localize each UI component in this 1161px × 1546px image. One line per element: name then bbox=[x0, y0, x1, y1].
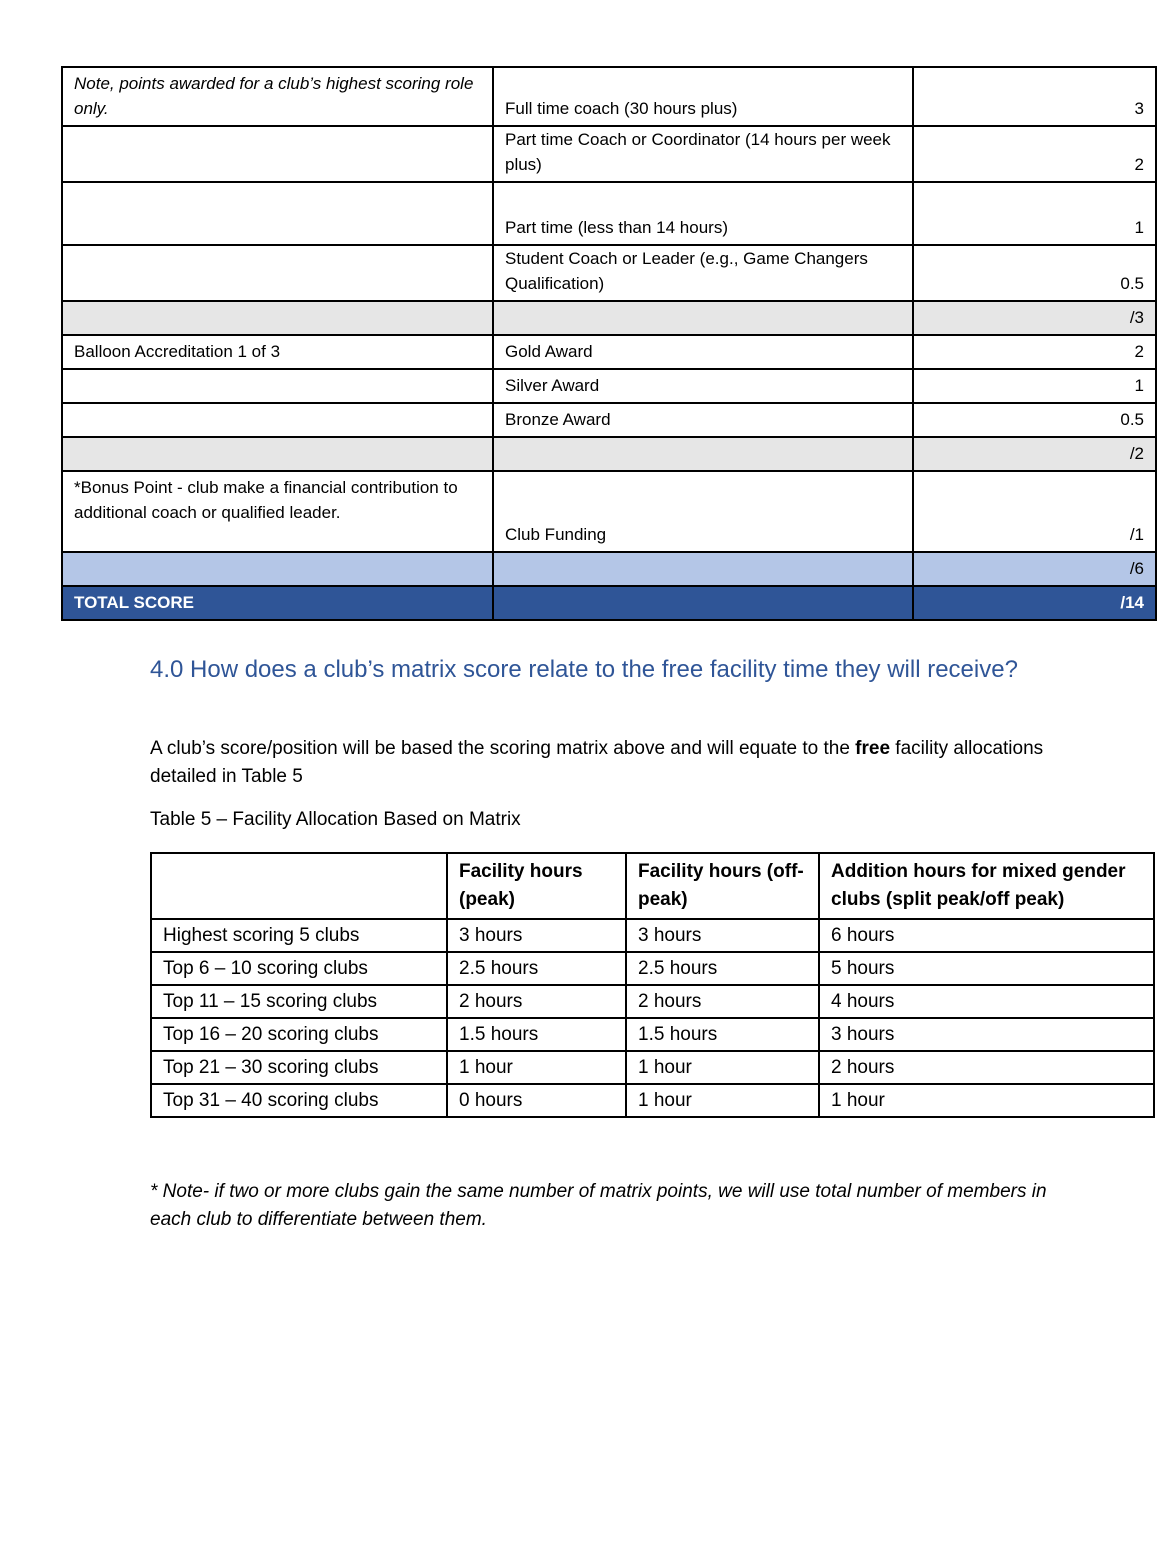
matrix-row bbox=[62, 126, 1156, 182]
matrix-row bbox=[62, 182, 1156, 245]
matrix-row bbox=[62, 369, 1156, 403]
matrix-points-cell: 1 bbox=[913, 182, 1156, 245]
table-cell: 3 hours bbox=[819, 1018, 1154, 1051]
matrix-category-cell bbox=[62, 369, 493, 403]
matrix-subtotal-row bbox=[62, 437, 1156, 471]
table-cell: 4 hours bbox=[819, 985, 1154, 1018]
table-cell: 1.5 hours bbox=[626, 1018, 819, 1051]
table-cell: 1 hour bbox=[447, 1051, 626, 1084]
total-score-value: /14 bbox=[913, 586, 1156, 620]
table-cell: Top 16 – 20 scoring clubs bbox=[151, 1018, 447, 1051]
table-cell: Top 21 – 30 scoring clubs bbox=[151, 1051, 447, 1084]
table-row bbox=[151, 1051, 1154, 1084]
matrix-criteria-cell: Student Coach or Leader (e.g., Game Changers Qualification) bbox=[493, 245, 913, 301]
matrix-subtotal-cell: /2 bbox=[913, 437, 1156, 471]
table-cell: 2 hours bbox=[819, 1051, 1154, 1084]
matrix-category-cell bbox=[62, 437, 493, 471]
table-row bbox=[151, 985, 1154, 1018]
table-cell: 2.5 hours bbox=[626, 952, 819, 985]
column-header: Facility hours (off-peak) bbox=[626, 853, 819, 919]
matrix-points-cell: 1 bbox=[913, 369, 1156, 403]
table-cell: Top 11 – 15 scoring clubs bbox=[151, 985, 447, 1018]
table-row bbox=[151, 952, 1154, 985]
matrix-note-cell: Note, points awarded for a club’s highest scoring role only. bbox=[62, 67, 493, 126]
matrix-category-cell bbox=[62, 126, 493, 182]
paragraph-text: A club’s score/position will be based the scoring matrix above and will equate to the bbox=[150, 738, 856, 759]
matrix-category-cell bbox=[62, 245, 493, 301]
paragraph-bold-text: free bbox=[855, 738, 891, 759]
table-cell: Top 6 – 10 scoring clubs bbox=[151, 952, 447, 985]
table-cell: 3 hours bbox=[626, 919, 819, 952]
scoring-matrix-table bbox=[61, 66, 1157, 621]
table-cell: 1 hour bbox=[626, 1051, 819, 1084]
section-heading: 4.0 How does a club’s matrix score relate to the free facility time they will receive? bbox=[150, 656, 1018, 683]
table-cell: 2.5 hours bbox=[447, 952, 626, 985]
matrix-criteria-cell: Part time Coach or Coordinator (14 hours per week plus) bbox=[493, 126, 913, 182]
matrix-row bbox=[62, 67, 1156, 126]
matrix-total-score-row bbox=[62, 586, 1156, 620]
table-row bbox=[151, 1084, 1154, 1117]
matrix-category-cell: *Bonus Point - club make a financial contribution to additional coach or qualified leader. bbox=[62, 471, 493, 552]
matrix-criteria-cell bbox=[493, 552, 913, 586]
table-row bbox=[151, 919, 1154, 952]
footnote: * Note- if two or more clubs gain the same number of matrix points, we will use total number of members in each club to differentiate between them. bbox=[150, 1181, 1047, 1230]
table-cell: 3 hours bbox=[447, 919, 626, 952]
table-cell: 1 hour bbox=[819, 1084, 1154, 1117]
table-cell: 0 hours bbox=[447, 1084, 626, 1117]
table-caption: Table 5 – Facility Allocation Based on Matrix bbox=[150, 809, 521, 830]
matrix-criteria-cell bbox=[493, 437, 913, 471]
matrix-category-cell bbox=[62, 301, 493, 335]
matrix-category-cell bbox=[62, 182, 493, 245]
matrix-criteria-cell: Part time (less than 14 hours) bbox=[493, 182, 913, 245]
matrix-criteria-cell: Club Funding bbox=[493, 471, 913, 552]
matrix-row bbox=[62, 335, 1156, 369]
table-row bbox=[151, 1018, 1154, 1051]
matrix-criteria-cell bbox=[493, 586, 913, 620]
matrix-subtotal-cell: /3 bbox=[913, 301, 1156, 335]
matrix-category-cell bbox=[62, 552, 493, 586]
table-cell: 2 hours bbox=[626, 985, 819, 1018]
matrix-points-cell: 0.5 bbox=[913, 245, 1156, 301]
matrix-section-total-cell: /6 bbox=[913, 552, 1156, 586]
table-cell: 2 hours bbox=[447, 985, 626, 1018]
table-cell: 5 hours bbox=[819, 952, 1154, 985]
matrix-points-cell: /1 bbox=[913, 471, 1156, 552]
table-cell: 6 hours bbox=[819, 919, 1154, 952]
matrix-criteria-cell: Silver Award bbox=[493, 369, 913, 403]
column-header: Addition hours for mixed gender clubs (split peak/off peak) bbox=[819, 853, 1154, 919]
matrix-points-cell: 2 bbox=[913, 335, 1156, 369]
matrix-criteria-cell: Full time coach (30 hours plus) bbox=[493, 67, 913, 126]
matrix-row bbox=[62, 471, 1156, 552]
paragraph-text: facility allocations detailed in Table 5 bbox=[150, 738, 1044, 787]
matrix-points-cell: 0.5 bbox=[913, 403, 1156, 437]
matrix-subtotal-row bbox=[62, 301, 1156, 335]
matrix-row bbox=[62, 245, 1156, 301]
matrix-criteria-cell: Gold Award bbox=[493, 335, 913, 369]
facility-allocation-table bbox=[150, 852, 1155, 1118]
matrix-category-cell: Balloon Accreditation 1 of 3 bbox=[62, 335, 493, 369]
matrix-points-cell: 2 bbox=[913, 126, 1156, 182]
column-header: Facility hours (peak) bbox=[447, 853, 626, 919]
table-header-row bbox=[151, 853, 1154, 919]
matrix-category-cell bbox=[62, 403, 493, 437]
matrix-row bbox=[62, 403, 1156, 437]
matrix-section-total-row bbox=[62, 552, 1156, 586]
matrix-criteria-cell: Bronze Award bbox=[493, 403, 913, 437]
section-paragraph bbox=[150, 735, 1110, 791]
matrix-criteria-cell bbox=[493, 301, 913, 335]
table-cell: Top 31 – 40 scoring clubs bbox=[151, 1084, 447, 1117]
matrix-points-cell: 3 bbox=[913, 67, 1156, 126]
column-header bbox=[151, 853, 447, 919]
table-cell: Highest scoring 5 clubs bbox=[151, 919, 447, 952]
table-cell: 1 hour bbox=[626, 1084, 819, 1117]
table-cell: 1.5 hours bbox=[447, 1018, 626, 1051]
total-score-label: TOTAL SCORE bbox=[62, 586, 493, 620]
